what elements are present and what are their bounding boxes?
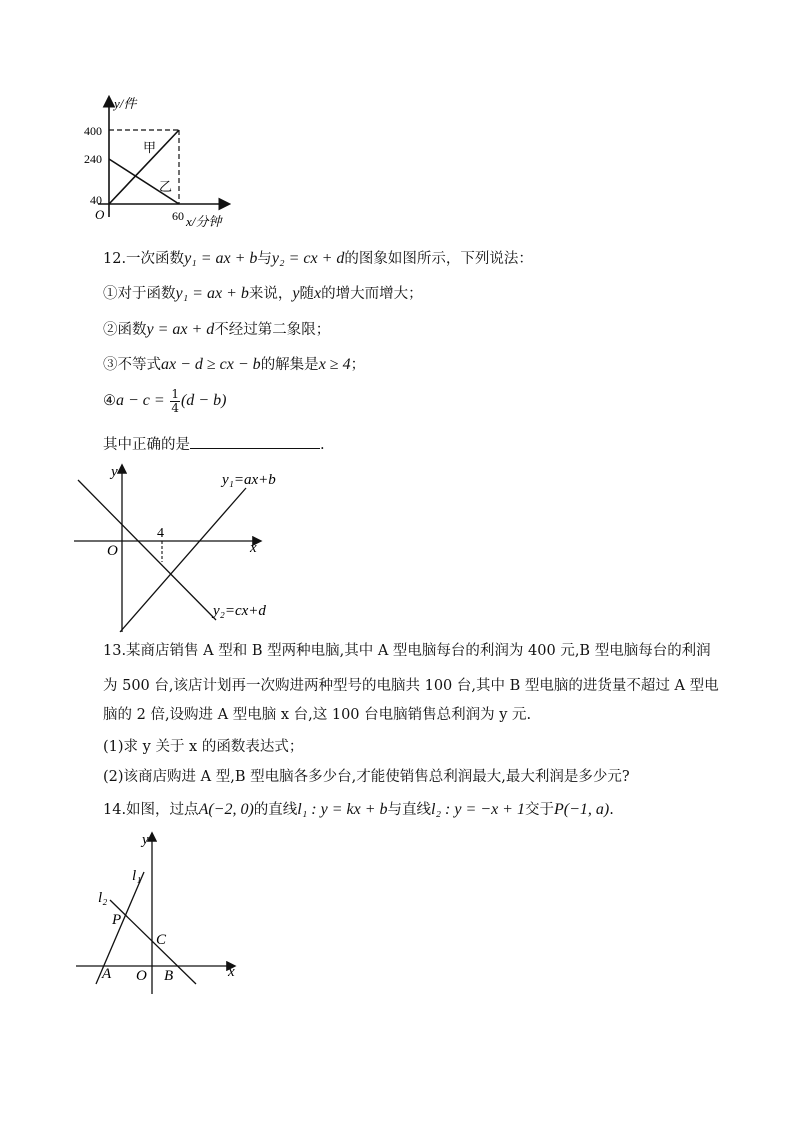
y-axis-label: y — [142, 832, 149, 848]
l2-equation: l₂ : y = −x + 1 — [431, 801, 525, 818]
line-l2-label: l₂ — [98, 890, 108, 906]
s3-inequality: ax − d ≥ cx − b — [161, 356, 261, 373]
q13-line-3: 脑的 2 倍,设购进 A 型电脑 x 台,这 100 台电脑销售总利润为 y 元. — [103, 707, 532, 723]
s4-fraction-numerator: 1 — [171, 386, 179, 401]
s1-text-b: 来说， — [248, 286, 293, 302]
s1-var-y: y — [292, 285, 300, 302]
q14-text-b: 的直线 — [253, 802, 298, 818]
q14-text-c: 与直线 — [387, 802, 432, 818]
s1-text-c: 随 — [299, 286, 314, 302]
line-jia-label: 甲 — [143, 140, 157, 155]
figure-linear-functions — [70, 460, 300, 640]
x-axis-label: x/分钟 — [186, 214, 222, 229]
y-tick-40: 40 — [90, 193, 102, 207]
s1-text: ①对于函数 — [103, 286, 176, 302]
line-l1-label: l₁ — [132, 868, 142, 884]
line-yi-label: 乙 — [159, 179, 173, 194]
q12-y1-equation: y₁ = ax + b — [184, 250, 258, 267]
l1-equation: l₁ : y = kx + b — [297, 801, 388, 818]
s2-text-b: 不经过第二象限； — [214, 322, 331, 338]
point-P-label: P — [112, 912, 122, 928]
s2-equation: y = ax + d — [146, 321, 215, 338]
q12-statement-1 — [103, 284, 423, 304]
answer-blank[interactable] — [190, 434, 320, 449]
y-tick-400: 400 — [84, 124, 102, 138]
q12-ask — [103, 434, 325, 455]
q13-part-1: (1)求 y 关于 x 的函数表达式； — [103, 739, 304, 755]
point-A-label: A — [102, 966, 112, 982]
origin-label: O — [107, 543, 118, 559]
s1-text-d: 的增大而增大； — [321, 286, 423, 302]
s3-text-b: 的解集是 — [260, 357, 319, 373]
s4-fraction-denominator: 4 — [171, 400, 179, 415]
label-y1: y₁=ax+b — [222, 472, 276, 488]
s2-text: ②函数 — [103, 322, 147, 338]
q12-ask-text: 其中正确的是 — [103, 437, 190, 453]
q12-statement-4 — [103, 386, 226, 420]
q13-line-2: 为 500 台,该店计划再一次购进两种型号的电脑共 100 台,其中 B 型电脑的进货量不超过 A 型电 — [103, 678, 719, 694]
s3-solution: x ≥ 4 — [318, 356, 351, 373]
s4-lhs: a − c = — [116, 392, 165, 409]
s1-equation: y₁ = ax + b — [175, 285, 249, 302]
figure-intersecting-lines — [70, 828, 250, 996]
y-axis-label: y/件 — [114, 96, 137, 111]
point-B-label: B — [164, 968, 174, 984]
q14-text-d: 交于 — [524, 802, 554, 818]
figure-production-graph — [78, 92, 238, 234]
q12-intro — [103, 249, 533, 269]
x-axis-label: x — [228, 964, 235, 980]
y-axis-label: y — [111, 464, 118, 480]
origin-label: O — [95, 207, 105, 222]
s4-fraction — [170, 388, 180, 415]
q12-statement-2 — [103, 320, 330, 340]
origin-label: O — [136, 968, 147, 984]
q12-and: 与 — [257, 251, 272, 267]
line-l2 — [110, 900, 196, 984]
q13-part-2: (2)该商店购进 A 型,B 型电脑各多少台,才能使销售总利润最大,最大利润是多少元? — [103, 769, 630, 785]
s1-var-x: x — [313, 285, 322, 302]
q14-text: 14.如图，过点 — [103, 802, 199, 818]
y-tick-240: 240 — [84, 152, 102, 166]
q12-intro-text: 12.一次函数 — [103, 251, 185, 267]
q12-intro-tail: 的图象如图所示，下列说法： — [344, 251, 533, 267]
q13-line-1: 13.某商店销售 A 型和 B 型两种电脑,其中 A 型电脑每台的利润为 400 元,B 型电脑每台的利润 — [103, 643, 711, 659]
s4-text: ④ — [103, 393, 116, 409]
q12-y2-equation: y₂ = cx + d — [271, 250, 345, 267]
s3-text-c: ； — [350, 357, 366, 373]
q12-statement-3 — [103, 355, 365, 375]
x-tick-4: 4 — [157, 526, 164, 541]
s4-rhs: (d − b) — [180, 392, 227, 409]
point-C-label: C — [156, 932, 167, 948]
q12-ask-end: . — [320, 437, 325, 453]
point-P-coords: P(−1, a) — [553, 801, 610, 818]
q14-text-e: . — [609, 802, 614, 818]
q14-intro — [103, 800, 614, 820]
point-A-coords: A(−2, 0) — [198, 801, 254, 818]
label-y2: y₂=cx+d — [213, 603, 266, 619]
x-axis-label: x — [250, 540, 257, 556]
s3-text: ③不等式 — [103, 357, 161, 373]
x-tick-60: 60 — [172, 209, 184, 223]
line-y2 — [78, 480, 216, 620]
